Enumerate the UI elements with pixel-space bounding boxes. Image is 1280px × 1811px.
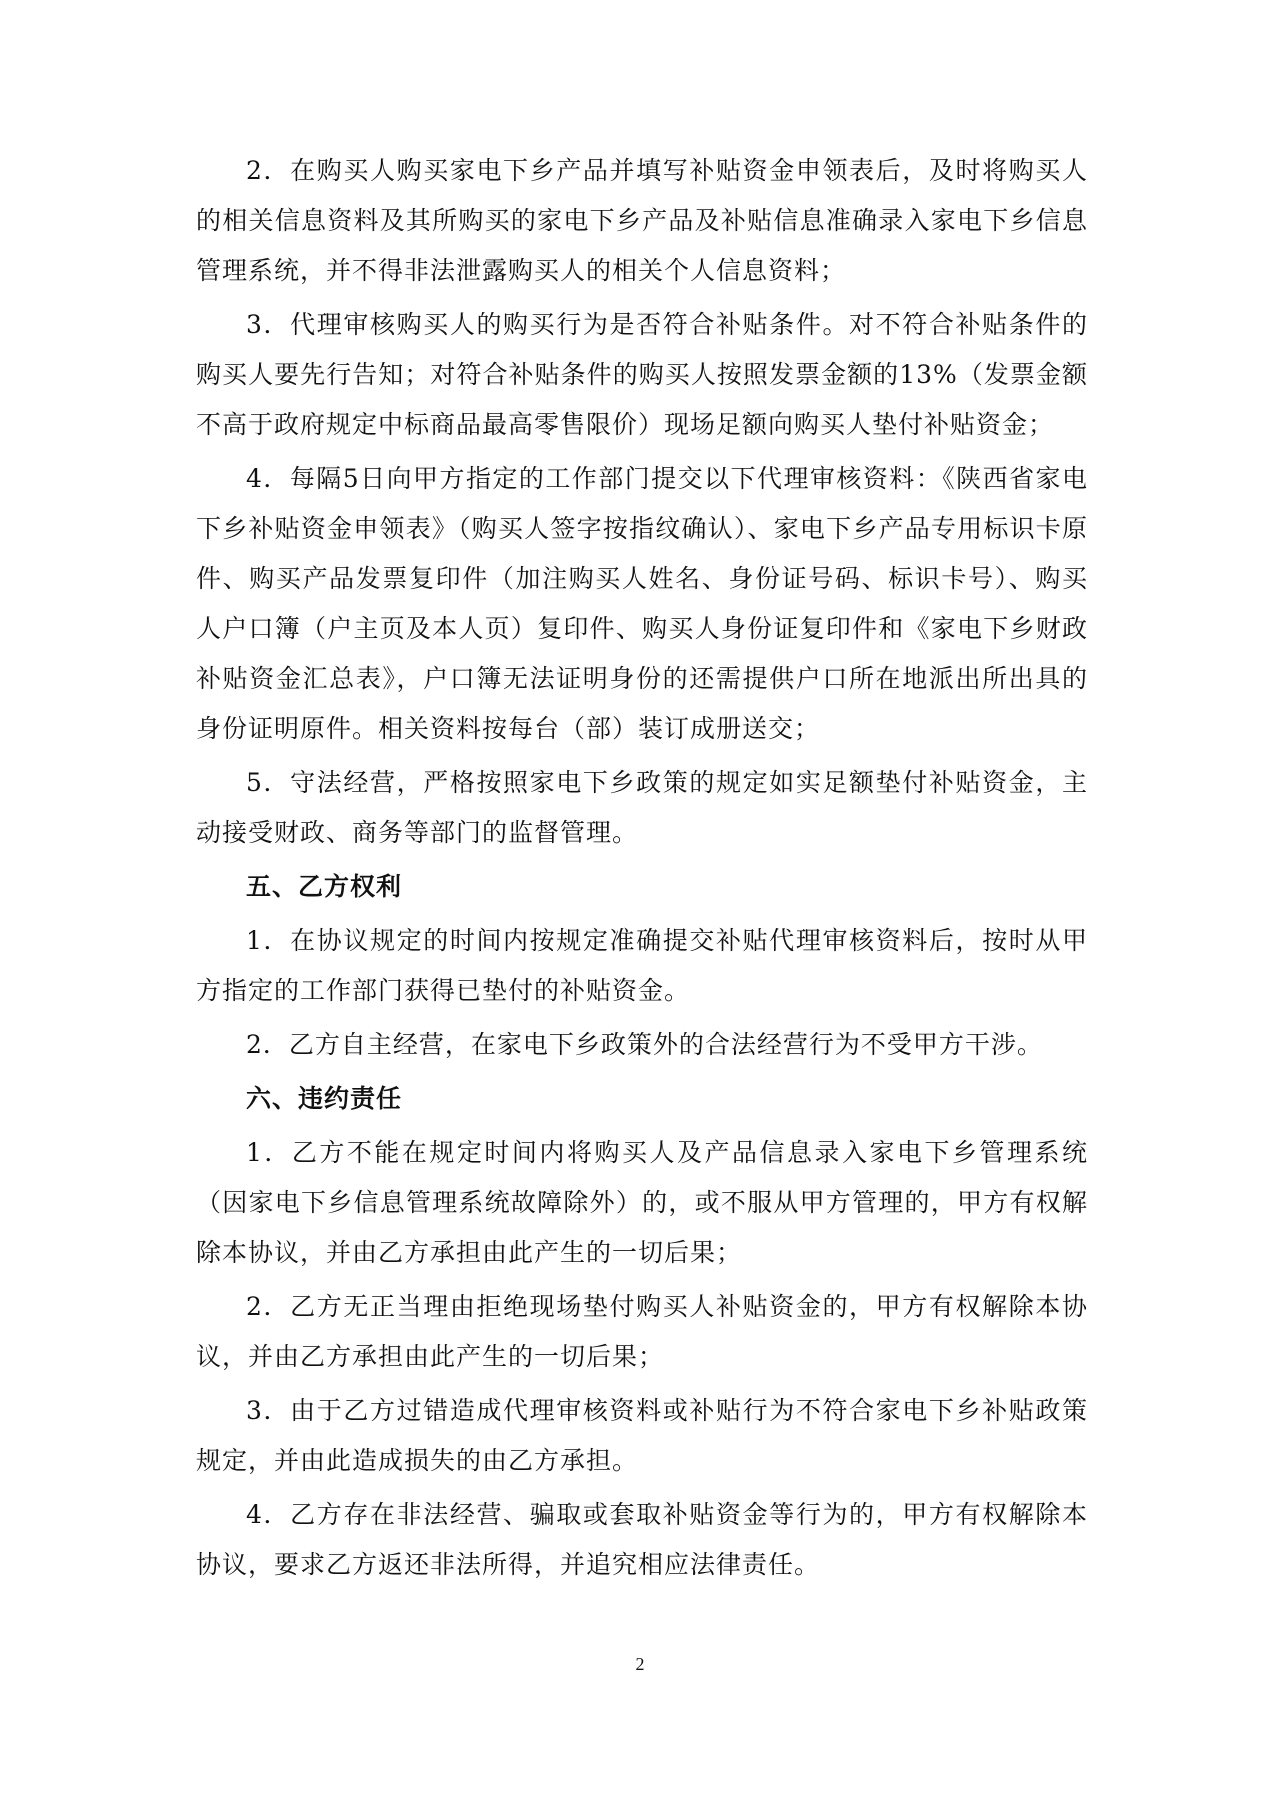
section-heading-rights: 五、乙方权利 [246, 872, 403, 901]
paragraph-6-2: 2．乙方无正当理由拒绝现场垫付购买人补贴资金的，甲方有权解除本协议，并由乙方承担由此产生的一切后果； [196, 1292, 1088, 1371]
paragraph-6-4: 4．乙方存在非法经营、骗取或套取补贴资金等行为的，甲方有权解除本协议，要求乙方返还非法所得，并追究相应法律责任。 [196, 1500, 1088, 1579]
paragraph-5-1: 1．在协议规定的时间内按规定准确提交补贴代理审核资料后，按时从甲方指定的工作部门获得已垫付的补贴资金。 [196, 926, 1088, 1005]
paragraph-4-3: 3．代理审核购买人的购买行为是否符合补贴条件。对不符合补贴条件的购买人要先行告知；对符合补贴条件的购买人按照发票金额的13%（发票金额不高于政府规定中标商品最高零售限价）现场足额向购买人垫付补贴资金； [196, 310, 1088, 439]
paragraph-4-5: 5．守法经营，严格按照家电下乡政策的规定如实足额垫付补贴资金，主动接受财政、商务等部门的监督管理。 [196, 768, 1088, 847]
paragraph-6-1: 1．乙方不能在规定时间内将购买人及产品信息录入家电下乡管理系统（因家电下乡信息管理系统故障除外）的，或不服从甲方管理的，甲方有权解除本协议，并由乙方承担由此产生的一切后果； [196, 1138, 1088, 1267]
section-heading-liability: 六、违约责任 [246, 1084, 403, 1113]
document-body [196, 146, 1088, 1590]
page-number: 2 [635, 1654, 645, 1674]
paragraph-4-2: 2．在购买人购买家电下乡产品并填写补贴资金申领表后，及时将购买人的相关信息资料及其所购买的家电下乡产品及补贴信息准确录入家电下乡信息管理系统，并不得非法泄露购买人的相关个人信息资料； [196, 156, 1088, 285]
paragraph-4-4: 4．每隔5日向甲方指定的工作部门提交以下代理审核资料：《陕西省家电下乡补贴资金申领表》（购买人签字按指纹确认）、家电下乡产品专用标识卡原件、购买产品发票复印件（加注购买人姓名、身份证号码、标识卡号）、购买人户口簿（户主页及本人页）复印件、购买人身份证复印件和《家电下乡财政补贴资金汇总表》，户口簿无法证明身份的还需提供户口所在地派出所出具的身份证明原件。相关资料按每台（部）装订成册送交； [196, 464, 1088, 743]
paragraph-6-3: 3．由于乙方过错造成代理审核资料或补贴行为不符合家电下乡补贴政策规定，并由此造成损失的由乙方承担。 [196, 1396, 1088, 1475]
paragraph-5-2: 2．乙方自主经营，在家电下乡政策外的合法经营行为不受甲方干涉。 [246, 1030, 1043, 1059]
